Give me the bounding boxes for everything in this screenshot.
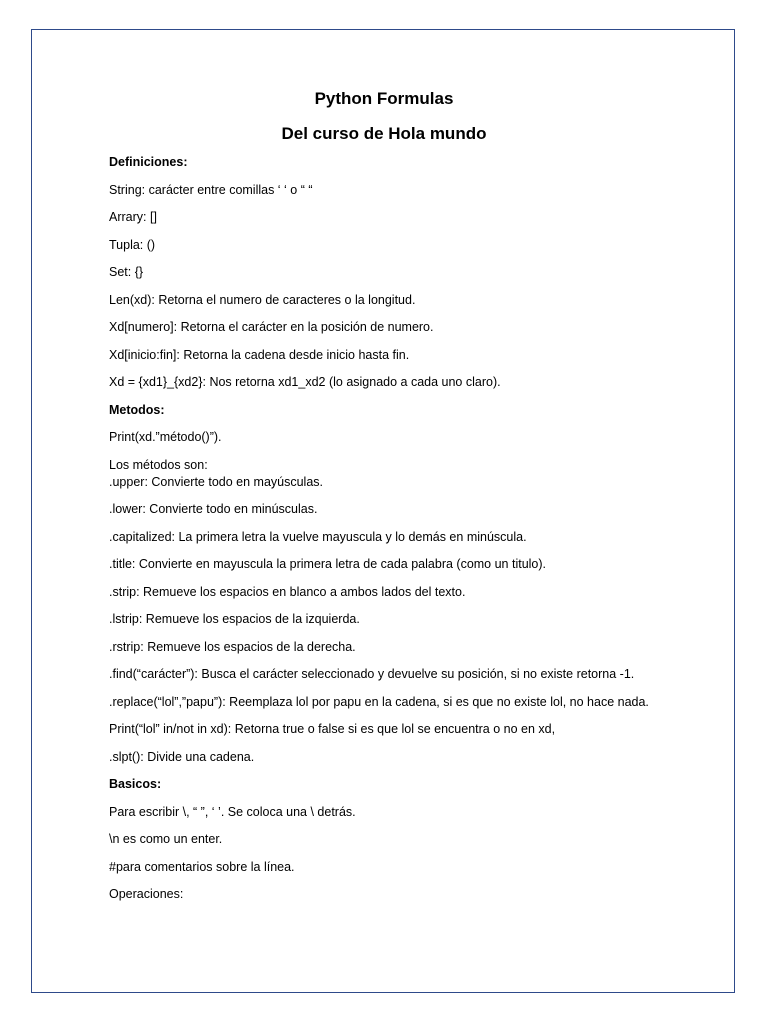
definition-item: String: carácter entre comillas ‘ ‘ o “ “ <box>109 182 313 197</box>
method-item: .strip: Remueve los espacios en blanco a ambos lados del texto. <box>109 584 466 599</box>
section-heading-metodos: Metodos: <box>109 402 165 417</box>
definition-item: Tupla: () <box>109 237 156 252</box>
metodos-print-line: Print(xd.”método()”). <box>109 430 222 444</box>
method-item: .title: Convierte en mayuscula la primera letra de cada palabra (como un titulo). <box>109 557 547 571</box>
basics-item: \n es como un enter. <box>109 832 223 846</box>
document-subtitle: Del curso de Hola mundo <box>281 124 487 143</box>
section-heading-definiciones: Definiciones: <box>109 155 188 169</box>
basics-item: #para comentarios sobre la línea. <box>109 859 295 874</box>
method-item: .slpt(): Divide una cadena. <box>109 749 255 764</box>
document-body <box>109 88 669 914</box>
definition-item: Xd = {xd1}_{xd2}: Nos retorna xd1_xd2 (lo asignado a cada uno claro). <box>109 375 501 389</box>
document-title: Python Formulas <box>314 89 454 108</box>
method-item: .lstrip: Remueve los espacios de la izquierda. <box>109 612 360 626</box>
method-item: .capitalized: La primera letra la vuelve mayuscula y lo demás en minúscula. <box>109 529 527 544</box>
metodos-intro: Los métodos son: <box>109 457 208 472</box>
definition-item: Len(xd): Retorna el numero de caracteres o la longitud. <box>109 292 416 307</box>
definition-item: Arrary: [] <box>109 210 157 224</box>
definition-item: Xd[inicio:fin]: Retorna la cadena desde inicio hasta fin. <box>109 347 410 362</box>
method-item: .find(“carácter”): Busca el carácter seleccionado y devuelve su posición, si no existe retorna -1. <box>109 667 635 681</box>
section-heading-basicos: Basicos: <box>109 777 162 791</box>
method-item: .replace(“lol”,”papu”): Reemplaza lol por papu en la cadena, si es que no existe lol, no hace nada. <box>109 694 649 709</box>
definition-item: Xd[numero]: Retorna el carácter en la posición de numero. <box>109 320 434 334</box>
method-item: .rstrip: Remueve los espacios de la derecha. <box>109 639 356 654</box>
basics-item: Operaciones: <box>109 887 184 901</box>
definition-item: Set: {} <box>109 265 144 279</box>
method-item: Print(“lol” in/not in xd): Retorna true o false si es que lol se encuentra o no en xd, <box>109 722 556 736</box>
basics-item: Para escribir \, “ ”, ‘ ’. Se coloca una \ detrás. <box>109 804 356 819</box>
method-item: .lower: Convierte todo en minúsculas. <box>109 502 318 516</box>
method-item: .upper: Convierte todo en mayúsculas. <box>109 474 324 489</box>
